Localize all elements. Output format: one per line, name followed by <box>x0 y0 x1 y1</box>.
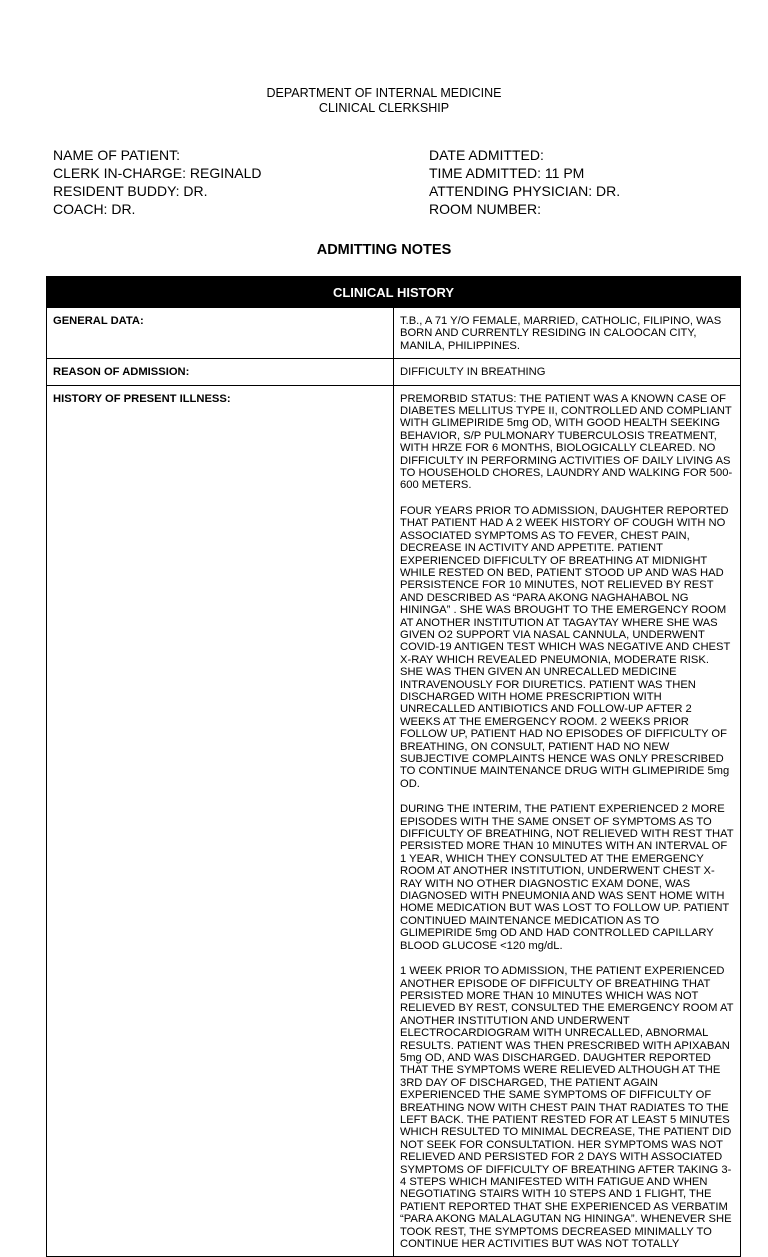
general-data-value: T.B., A 71 Y/O FEMALE, MARRIED, CATHOLIC, FILIPINO, WAS BORN AND CURRENTLY RESIDING IN CALOOCAN CITY, MANILA, PHILIPPINES. <box>394 308 741 359</box>
attending-physician-field: ATTENDING PHYSICIAN: DR. <box>429 183 621 199</box>
table-header: CLINICAL HISTORY <box>47 277 741 308</box>
document-header <box>0 86 768 116</box>
hpi-paragraph-premorbid: PREMORBID STATUS: THE PATIENT WAS A KNOWN CASE OF DIABETES MELLITUS TYPE II, CONTROLLED AND COMPLIANT WITH GLIMEPIRIDE 5mg OD, WITH GOOD HEALTH SEEKING BEHAVIOR, S/P PULMONARY TUBERCULOSIS TREATMENT, WITH HRZE FOR 6 MONTHS, BIOLOGICALLY CLEARED. NO DIFFICULTY IN PERFORMING ACTIVITIES OF DAILY LIVING AS TO HOUSEHOLD CHORES, LAUNDRY AND WALKING FOR 500-600 METERS. <box>400 392 733 492</box>
hpi-paragraph-interim: DURING THE INTERIM, THE PATIENT EXPERIENCED 2 MORE EPISODES WITH THE SAME ONSET OF SYMPTOMS AS TO DIFFICULTY OF BREATHING, NOT RELIEVED WITH REST THAT PERSISTED MORE THAN 10 MINUTES WITH AN INTERVAL OF 1 YEAR, WHICH THEY CONSULTED AT THE EMERGENCY ROOM AT ANOTHER INSTITUTION, UNDERWENT CHEST X-RAY WITH NO OTHER DIAGNOSTIC EXAM DONE, WAS DIAGNOSED WITH PNEUMONIA AND WAS SENT HOME WITH HOME MEDICATION BUT WAS LOST TO FOLLOW UP. PATIENT CONTINUED MAINTENANCE MEDICATION AS TO GLIMEPIRIDE 5mg OD AND HAD CONTROLLED CAPILLARY BLOOD GLUCOSE <120 mg/dL. <box>400 803 734 952</box>
table-row <box>47 308 741 359</box>
reason-of-admission-value: DIFFICULTY IN BREATHING <box>394 359 741 385</box>
patient-name-field: NAME OF PATIENT: <box>53 147 181 163</box>
hpi-paragraph-four-years: FOUR YEARS PRIOR TO ADMISSION, DAUGHTER REPORTED THAT PATIENT HAD A 2 WEEK HISTORY OF COUGH WITH NO ASSOCIATED SYMPTOMS AS TO FEVER, CHEST PAIN, DECREASE IN ACTIVITY AND APPETITE. PATIENT EXPERIENCED DIFFICULTY OF BREATHING AT MIDNIGHT WHILE RESTED ON BED, PATIENT STOOD UP AND WAS HAD PERSISTENCE FOR 10 MINUTES, NOT RELIEVED BY REST AND DESCRIBED AS “PARA AKONG NAGHAHABOL NG HININGA” . SHE WAS BROUGHT TO THE EMERGENCY ROOM AT ANOTHER INSTITUTION AT TAGAYTAY WHERE SHE WAS GIVEN O2 SUPPORT VIA NASAL CANNULA, UNDERWENT COVID-19 ANTIGEN TEST WHICH WAS NEGATIVE AND CHEST X-RAY WHICH REVEALED PNEUMONIA, MODERATE RISK. SHE WAS THEN GIVEN AN UNRECALLED MEDICINE INTRAVENOUSLY FOR DIURETICS. PATIENT WAS THEN DISCHARGED WITH HOME PRESCRIPTION WITH UNRECALLED ANTIBIOTICS AND FOLLOW-UP AFTER 2 WEEKS AT THE EMERGENCY ROOM. 2 WEEKS PRIOR FOLLOW UP, PATIENT HAD NO EPISODES OF DIFFICULTY OF BREATHING, ON CONSULT, PATIENT HAD NO NEW SUBJECTIVE COMPLAINTS HENCE WAS ONLY PRESCRIBED TO CONTINUE MAINTENANCE DRUG WITH GLIMEPIRIDE 5mg OD. <box>400 504 731 790</box>
hpi-paragraph-one-week: 1 WEEK PRIOR TO ADMISSION, THE PATIENT EXPERIENCED ANOTHER EPISODE OF DIFFICULTY OF BREATHING THAT PERSISTED MORE THAN 10 MINUTES WHICH WAS NOT RELIEVED BY REST, CONSULTED THE EMERGENCY ROOM AT ANOTHER INSTITUTION AND UNDERWENT ELECTROCARDIOGRAM WITH UNRECALLED, ABNORMAL RESULTS. PATIENT WAS THEN PRESCRIBED WITH APIXABAN 5mg OD, AND WAS DISCHARGED. DAUGHTER REPORTED THAT THE SYMPTOMS WERE RELIEVED ALTHOUGH AT THE 3RD DAY OF DISCHARGED, THE PATIENT AGAIN EXPERIENCED THE SAME SYMPTOMS OF DIFFICULTY OF BREATHING NOW WITH CHEST PAIN THAT RADIATES TO THE LEFT BACK. THE PATIENT RESTED FOR AT LEAST 5 MINUTES WHICH RESULTED TO MINIMAL DECREASE, THE PATIENT DID NOT SEEK FOR CONSULTATION. HER SYMPTOMS WAS NOT RELIEVED AND PERSISTED FOR 2 DAYS WITH ASSOCIATED SYMPTOMS OF DIFFICULTY OF BREATHING AFTER TAKING 3-4 STEPS WHICH MANIFESTED WITH FATIGUE AND WHEN NEGOTIATING STAIRS WITH 10 STEPS AND 1 FLIGHT, THE PATIENT REPORTED THAT SHE EXPERIENCED AS VERBATIM “PARA AKONG MALALAGUTAN NG HININGA”. WHENEVER SHE TOOK REST, THE SYMPTOMS DECREASED MINIMALLY TO CONTINUE HER ACTIVITIES BUT WAS NOT TOTALLY <box>400 965 734 1251</box>
program-name: CLINICAL CLERKSHIP <box>318 101 450 115</box>
table-row <box>47 385 741 1257</box>
clerk-in-charge-field: CLERK IN-CHARGE: REGINALD <box>53 165 262 181</box>
time-admitted-field: TIME ADMITTED: 11 PM <box>429 165 585 181</box>
date-admitted-field: DATE ADMITTED: <box>429 147 544 163</box>
clinical-history-table <box>46 276 741 1257</box>
department-name: DEPARTMENT OF INTERNAL MEDICINE <box>266 86 502 100</box>
patient-info-right <box>429 146 620 218</box>
resident-buddy-field: RESIDENT BUDDY: DR. <box>53 183 208 199</box>
room-number-field: ROOM NUMBER: <box>429 201 541 217</box>
general-data-label: GENERAL DATA: <box>47 308 394 359</box>
coach-field: COACH: DR. <box>53 201 136 217</box>
history-of-present-illness-value <box>394 385 741 1257</box>
history-of-present-illness-label: HISTORY OF PRESENT ILLNESS: <box>47 385 394 1257</box>
table-header-row <box>47 277 741 308</box>
reason-of-admission-label: REASON OF ADMISSION: <box>47 359 394 385</box>
section-title: ADMITTING NOTES <box>316 242 452 258</box>
patient-info-left <box>53 146 261 218</box>
table-row <box>47 359 741 385</box>
